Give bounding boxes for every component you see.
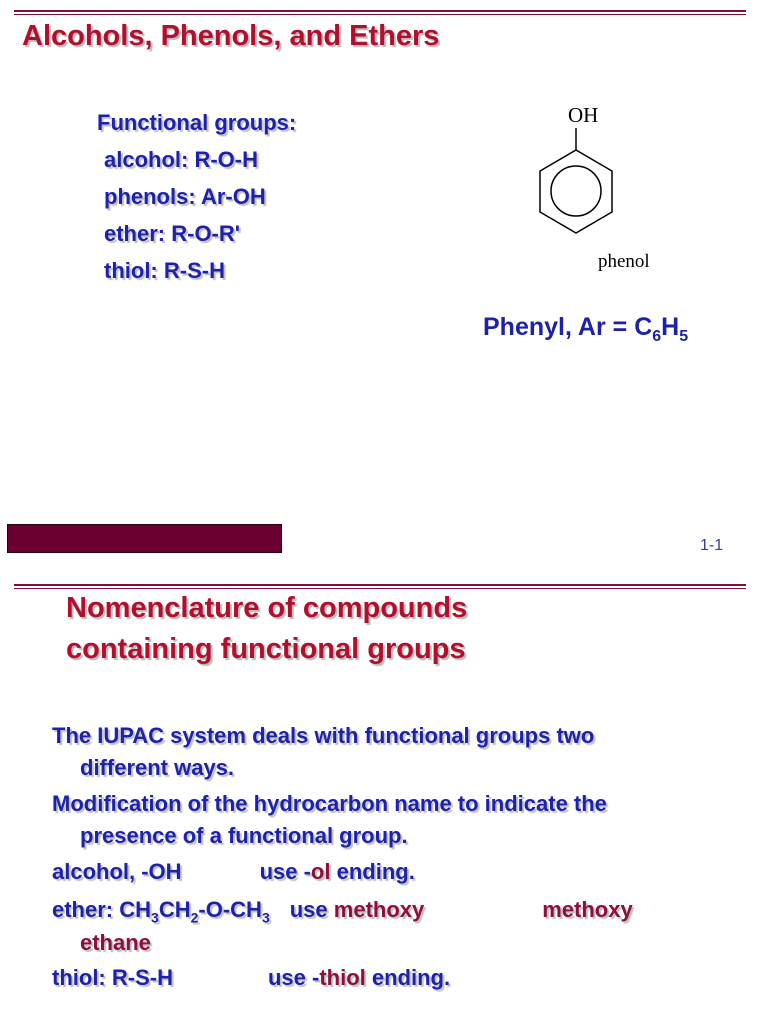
ether-line: ether: $CH_3CH_2-O-CH_3$ use methoxy methoxy ethane (52, 897, 633, 956)
paragraph-iupac: The IUPAC system deals with functional groups two different ways. (52, 723, 595, 780)
list-item: phenols: Ar-OH (104, 184, 266, 209)
figure-caption: phenol (598, 251, 650, 272)
footer-bar (7, 524, 282, 553)
alcohol-line: alcohol, -OH use -ol ending. (52, 859, 415, 884)
oh-label: OH (568, 103, 599, 127)
phenyl-formula: Phenyl, $Ar = C_6H_5$ (483, 313, 689, 345)
slide-number: 1-1 (700, 537, 724, 554)
top-rule (14, 10, 746, 15)
phenol-structure (530, 98, 680, 278)
list-item: alcohol: R-O-H (104, 147, 258, 172)
aromatic-circle (551, 166, 601, 216)
list-item: thiol: R-S-H (104, 258, 225, 283)
list-item: ether: R-O-R' (104, 221, 241, 246)
functional-groups-list (104, 145, 266, 293)
slide-title: Alcohols, Phenols, and Ethers (22, 20, 440, 52)
slide-title: Nomenclature of compounds containing functional groups (66, 592, 468, 665)
functional-groups-heading: Functional groups: (97, 110, 297, 135)
paragraph-modification: Modification of the hydrocarbon name to indicate the presence of a functional group. (52, 791, 607, 848)
slide-2 (0, 572, 768, 1024)
thiol-line: thiol: R-S-H use -thiol ending. (52, 965, 451, 990)
